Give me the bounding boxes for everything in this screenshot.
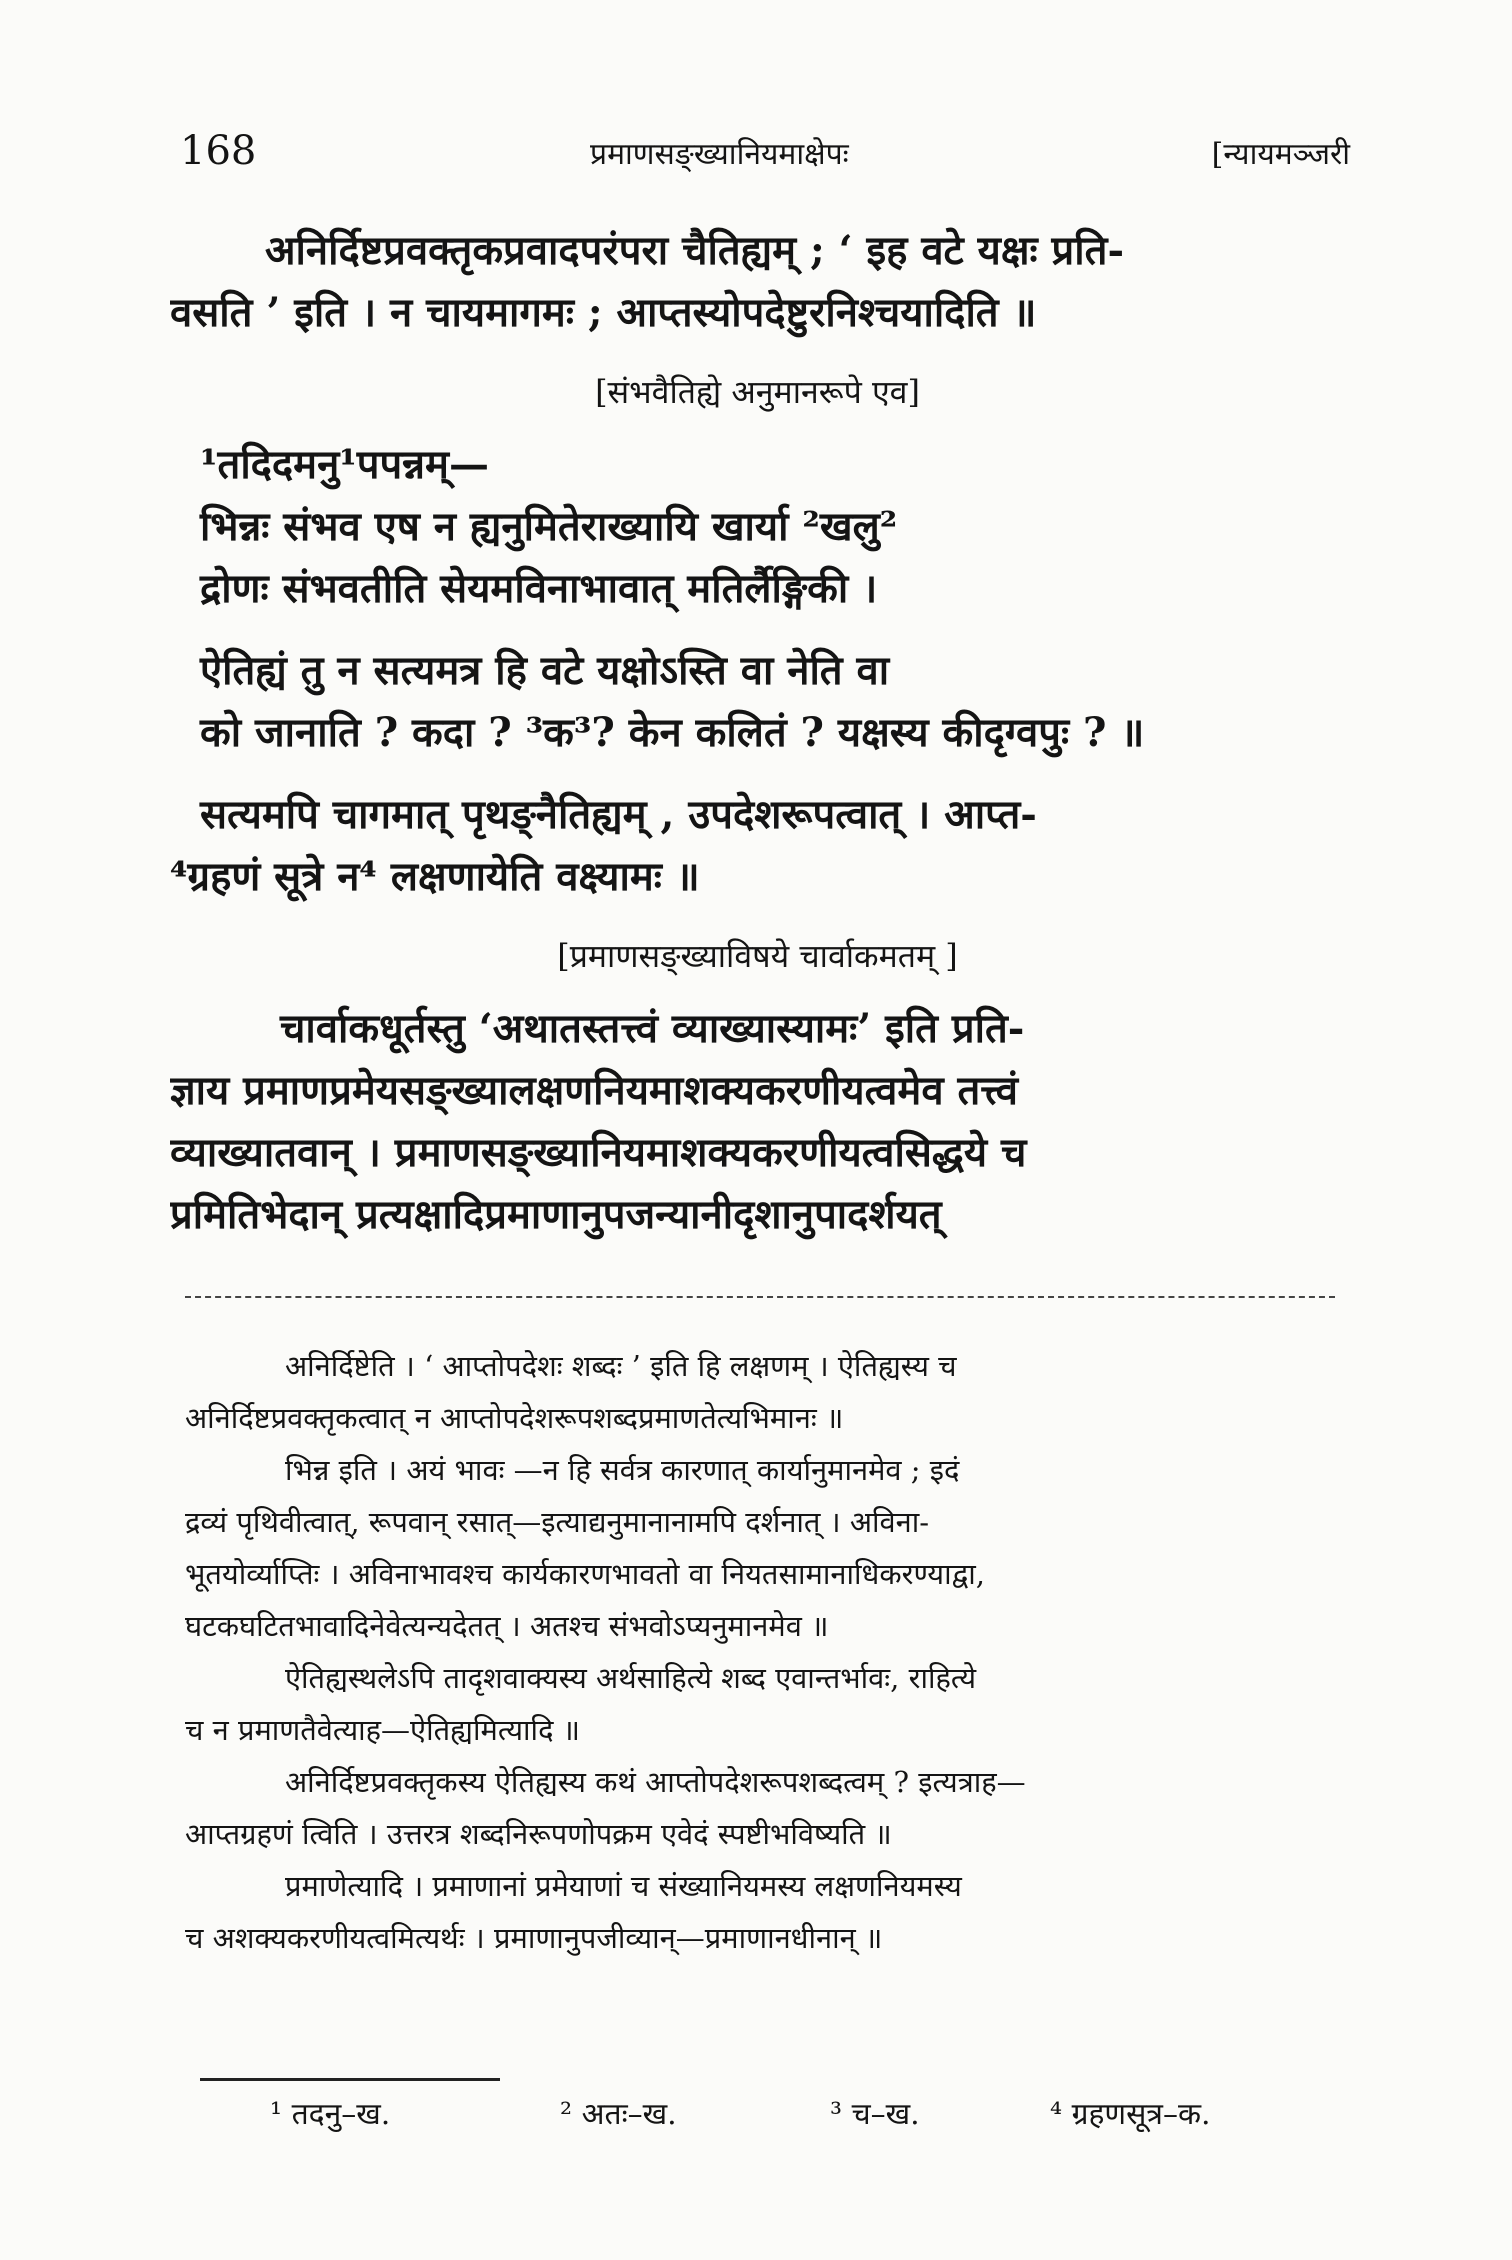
running-title: प्रमाणसङ्ख्यानियमाक्षेपः <box>590 137 849 172</box>
text-line: व्याख्यातवान् । प्रमाणसङ्ख्यानियमाशक्यकरणीयत्वसिद्धये च <box>170 1129 1027 1176</box>
running-head <box>170 128 1350 178</box>
commentary-line: अनिर्दिष्टप्रवक्तृकत्वात् न आप्तोपदेशरूपशब्दप्रमाणतेत्यभिमानः ॥ <box>185 1401 844 1435</box>
text-line: अनिर्दिष्टप्रवक्तृकप्रवादपरंपरा चैतिह्यम् ; ‘ इह वटे यक्षः प्रति- <box>265 227 1125 274</box>
commentary-line: आप्तग्रहणं त्विति । उत्तरत्र शब्दनिरूपणोपक्रम एवेदं स्पष्टीभविष्यति ॥ <box>185 1817 892 1851</box>
commentary <box>185 1340 1345 1964</box>
footnote: ³ च–ख. <box>830 2097 920 2132</box>
section-heading: [संभवैतिह्ये अनुमानरूपे एव] <box>595 373 920 411</box>
verse-line: ऐतिह्यं तु न सत्यमत्र हि वटे यक्षोऽस्ति वा नेति वा <box>200 647 890 694</box>
footnote-rule <box>200 2078 500 2081</box>
text-line: सत्यमपि चागमात् पृथङ्नैतिह्यम् , उपदेशरूपत्वात् । आप्त- <box>200 791 1037 838</box>
commentary-line: प्रमाणेत्यादि । प्रमाणानां प्रमेयाणां च संख्यानियमस्य लक्षणनियमस्य <box>285 1869 962 1903</box>
commentary-line: द्रव्यं पृथिवीत्वात्, रूपवान् रसात्—इत्याद्यनुमानानामपि दर्शनात् । अविना- <box>185 1505 930 1539</box>
verse-intro: ¹तदिदमनु¹पपन्नम्— <box>200 441 489 488</box>
footnote: ² अतः–ख. <box>560 2097 677 2132</box>
commentary-line: अनिर्दिष्टप्रवक्तृकस्य ऐतिह्यस्य कथं आप्तोपदेशरूपशब्दत्वम् ? इत्यत्राह— <box>285 1765 1026 1799</box>
text-line: वसति ’ इति । न चायमागमः ; आप्तस्योपदेष्टुरनिश्चयादिति ॥ <box>170 289 1037 336</box>
commentary-divider <box>185 1296 1335 1298</box>
commentary-line: च अशक्यकरणीयत्वमित्यर्थः । प्रमाणानुपजीव्यान्—प्रमाणानधीनान् ॥ <box>185 1921 883 1955</box>
commentary-line: भिन्न इति । अयं भावः —न हि सर्वत्र कारणात् कार्यानुमानमेव ; इदं <box>285 1453 960 1487</box>
commentary-line: च न प्रमाणतैवेत्याह—ऐतिह्यमित्यादि ॥ <box>185 1713 581 1747</box>
footnotes <box>270 2092 1320 2152</box>
commentary-line: अनिर्दिष्टेति । ‘ आप्तोपदेशः शब्दः ’ इति हि लक्षणम् । ऐतिह्यस्य च <box>285 1349 957 1383</box>
footnote: ¹ तदनु–ख. <box>270 2097 391 2132</box>
commentary-line: ऐतिह्यस्थलेऽपि तादृशवाक्यस्य अर्थसाहित्ये शब्द एवान्तर्भावः, राहित्ये <box>285 1661 977 1695</box>
main-text <box>170 220 1345 1246</box>
verse-line: भिन्नः संभव एष न ह्यनुमितेराख्यायि खार्या ²खलु² <box>200 503 898 550</box>
text-line: ज्ञाय प्रमाणप्रमेयसङ्ख्यालक्षणनियमाशक्यकरणीयत्वमेव तत्त्वं <box>170 1067 1018 1114</box>
running-book-title: [न्यायमञ्जरी <box>1211 137 1350 172</box>
verse-line: को जानाति ? कदा ? ³क³? केन कलितं ? यक्षस्य कीदृग्वपुः ? ॥ <box>200 709 1145 756</box>
verse-line: द्रोणः संभवतीति सेयमविनाभावात् मतिर्लैङ्गिकी । <box>200 565 878 612</box>
page-number: 168 <box>180 128 257 174</box>
text-line: ⁴ग्रहणं सूत्रे न⁴ लक्षणायेति वक्ष्यामः ॥ <box>170 853 700 900</box>
footnote: ⁴ ग्रहणसूत्र–क. <box>1050 2097 1211 2132</box>
commentary-line: भूतयोर्व्याप्तिः । अविनाभावश्च कार्यकारणभावतो वा नियतसामानाधिकरण्याद्वा, <box>185 1557 986 1591</box>
text-line: चार्वाकधूर्तस्तु ‘अथातस्तत्त्वं व्याख्यास्यामः’ इति प्रति- <box>280 1005 1025 1052</box>
text-line: प्रमितिभेदान् प्रत्यक्षादिप्रमाणानुपजन्यानीदृशानुपादर्शयत् <box>170 1191 942 1238</box>
section-heading: [प्रमाणसङ्ख्याविषये चार्वाकमतम् ] <box>557 937 958 975</box>
commentary-line: घटकघटितभावादिनेवेत्यन्यदेतत् । अतश्च संभवोऽप्यनुमानमेव ॥ <box>185 1609 829 1643</box>
